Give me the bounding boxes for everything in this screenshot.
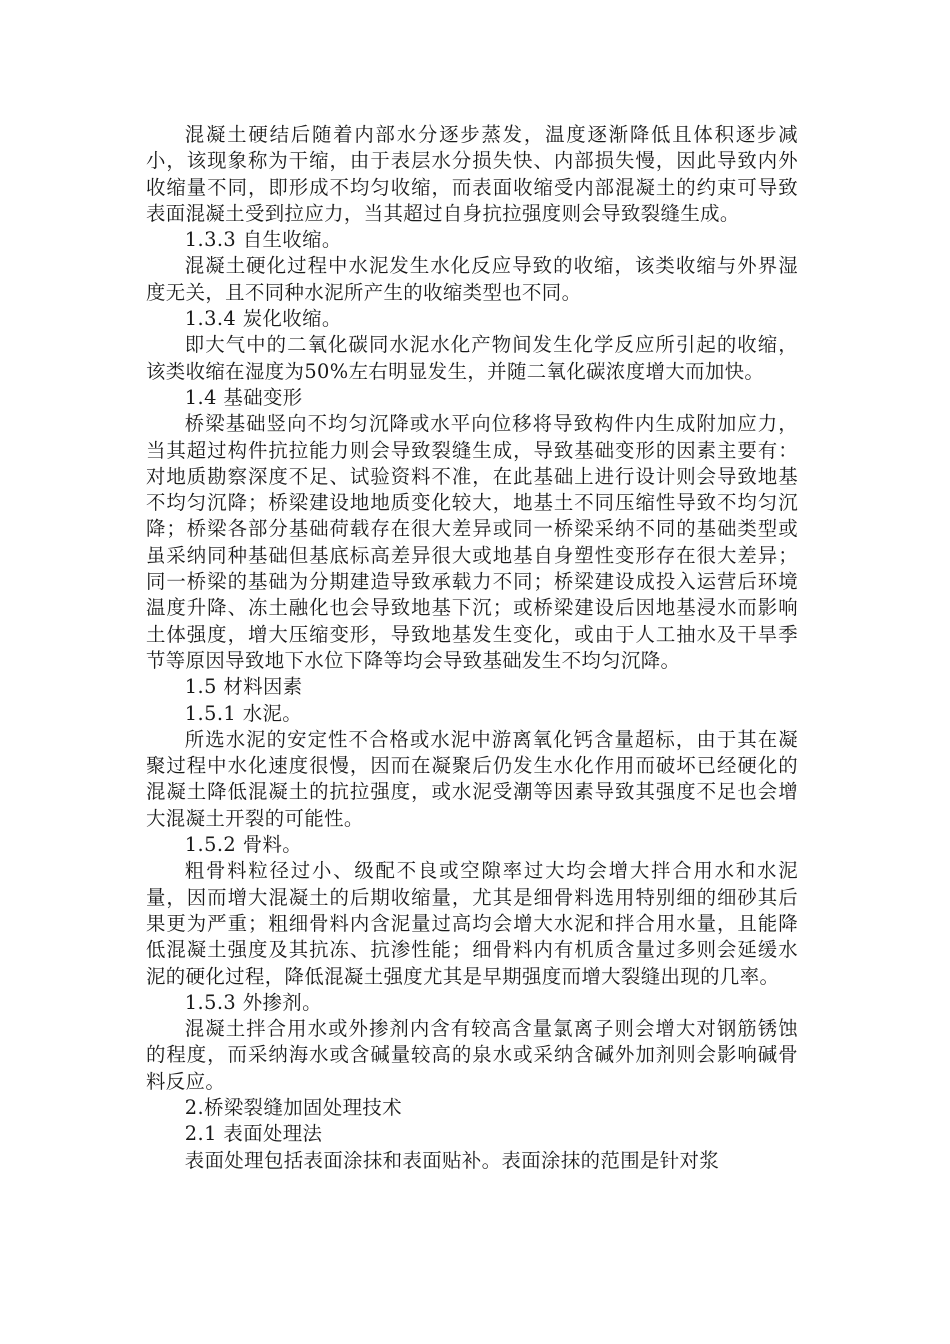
heading-1-4: 1.4 基础变形 — [184, 385, 303, 409]
paragraph-cement: 所选水泥的安定性不合格或水泥中游离氧化钙含量超标，由于其在凝聚过程中水化速度很慢，因而在凝聚后仍发生水化作用而破坏已经硬化的混凝土降低混凝土的抗拉强度，或水泥受潮等因素导致其强度不足也会增大混凝土开裂的可能性。 — [146, 727, 798, 830]
heading-2: 2.桥梁裂缝加固处理技术 — [184, 1095, 403, 1119]
heading-1-3-3: 1.3.3 自生收缩。 — [184, 228, 342, 252]
heading-1-5: 1.5 材料因素 — [184, 675, 303, 699]
paragraph-surface-treatment: 表面处理包括表面涂抹和表面贴补。表面涂抹的范围是针对浆 — [184, 1148, 720, 1172]
paragraph-aggregate: 粗骨料粒径过小、级配不良或空隙率过大均会增大拌合用水和水泥量，因而增大混凝土的后期收缩量，尤其是细骨料选用特别细的细砂其后果更为严重；粗细骨料内含泥量过高均会增大水泥和拌合用水量，且能降低混凝土强度及其抗冻、抗渗性能；细骨料内有机质含量过多则会延缓水泥的硬化过程，降低混凝土强度尤其是早期强度而增大裂缝出现的几率。 — [146, 859, 798, 988]
heading-2-1: 2.1 表面处理法 — [184, 1122, 323, 1146]
heading-1-5-2: 1.5.2 骨料。 — [184, 833, 303, 857]
document-page — [146, 122, 798, 1174]
paragraph-autogenous-shrinkage: 混凝土硬化过程中水泥发生水化反应导致的收缩，该类收缩与外界湿度无关，且不同种水泥所产生的收缩类型也不同。 — [146, 254, 798, 304]
heading-1-3-4: 1.3.4 炭化收缩。 — [184, 307, 342, 331]
paragraph-admixture: 混凝土拌合用水或外掺剂内含有较高含量氯离子则会增大对钢筋锈蚀的程度，而采纳海水或含碱量较高的泉水或采纳含碱外加剂则会影响碱骨料反应。 — [146, 1017, 798, 1093]
paragraph-foundation-deformation: 桥梁基础竖向不均匀沉降或水平向位移将导致构件内生成附加应力，当其超过构件抗拉能力则会导致裂缝生成，导致基础变形的因素主要有：对地质勘察深度不足、试验资料不准，在此基础上进行设计则会导致地基不均匀沉降；桥梁建设地地质变化较大，地基土不同压缩性导致不均匀沉降；桥梁各部分基础荷载存在很大差异或同一桥梁采纳不同的基础类型或虽采纳同种基础但基底标高差异很大或地基自身塑性变形存在很大差异；同一桥梁的基础为分期建造导致承载力不同；桥梁建设成投入运营后环境温度升降、冻土融化也会导致地基下沉；或桥梁建设后因地基浸水而影响土体强度，增大压缩变形，导致地基发生变化，或由于人工抽水及干旱季节等原因导致地下水位下降等均会导致基础发生不均匀沉降。 — [146, 412, 798, 672]
paragraph-shrinkage-drying: 混凝土硬结后随着内部水分逐步蒸发，温度逐渐降低且体积逐步减小，该现象称为干缩，由于表层水分损失快、内部损失慢，因此导致内外收缩量不同，即形成不均匀收缩，而表面收缩受内部混凝土的约束可导致表面混凝土受到拉应力，当其超过自身抗拉强度则会导致裂缝生成。 — [146, 123, 798, 225]
heading-1-5-3: 1.5.3 外掺剂。 — [184, 990, 322, 1014]
heading-1-5-1: 1.5.1 水泥。 — [184, 701, 303, 725]
paragraph-carbonation-shrinkage: 即大气中的二氧化碳同水泥水化产物间发生化学反应所引起的收缩，该类收缩在湿度为50%左右明显发生，并随二氧化碳浓度增大而加快。 — [146, 333, 798, 383]
